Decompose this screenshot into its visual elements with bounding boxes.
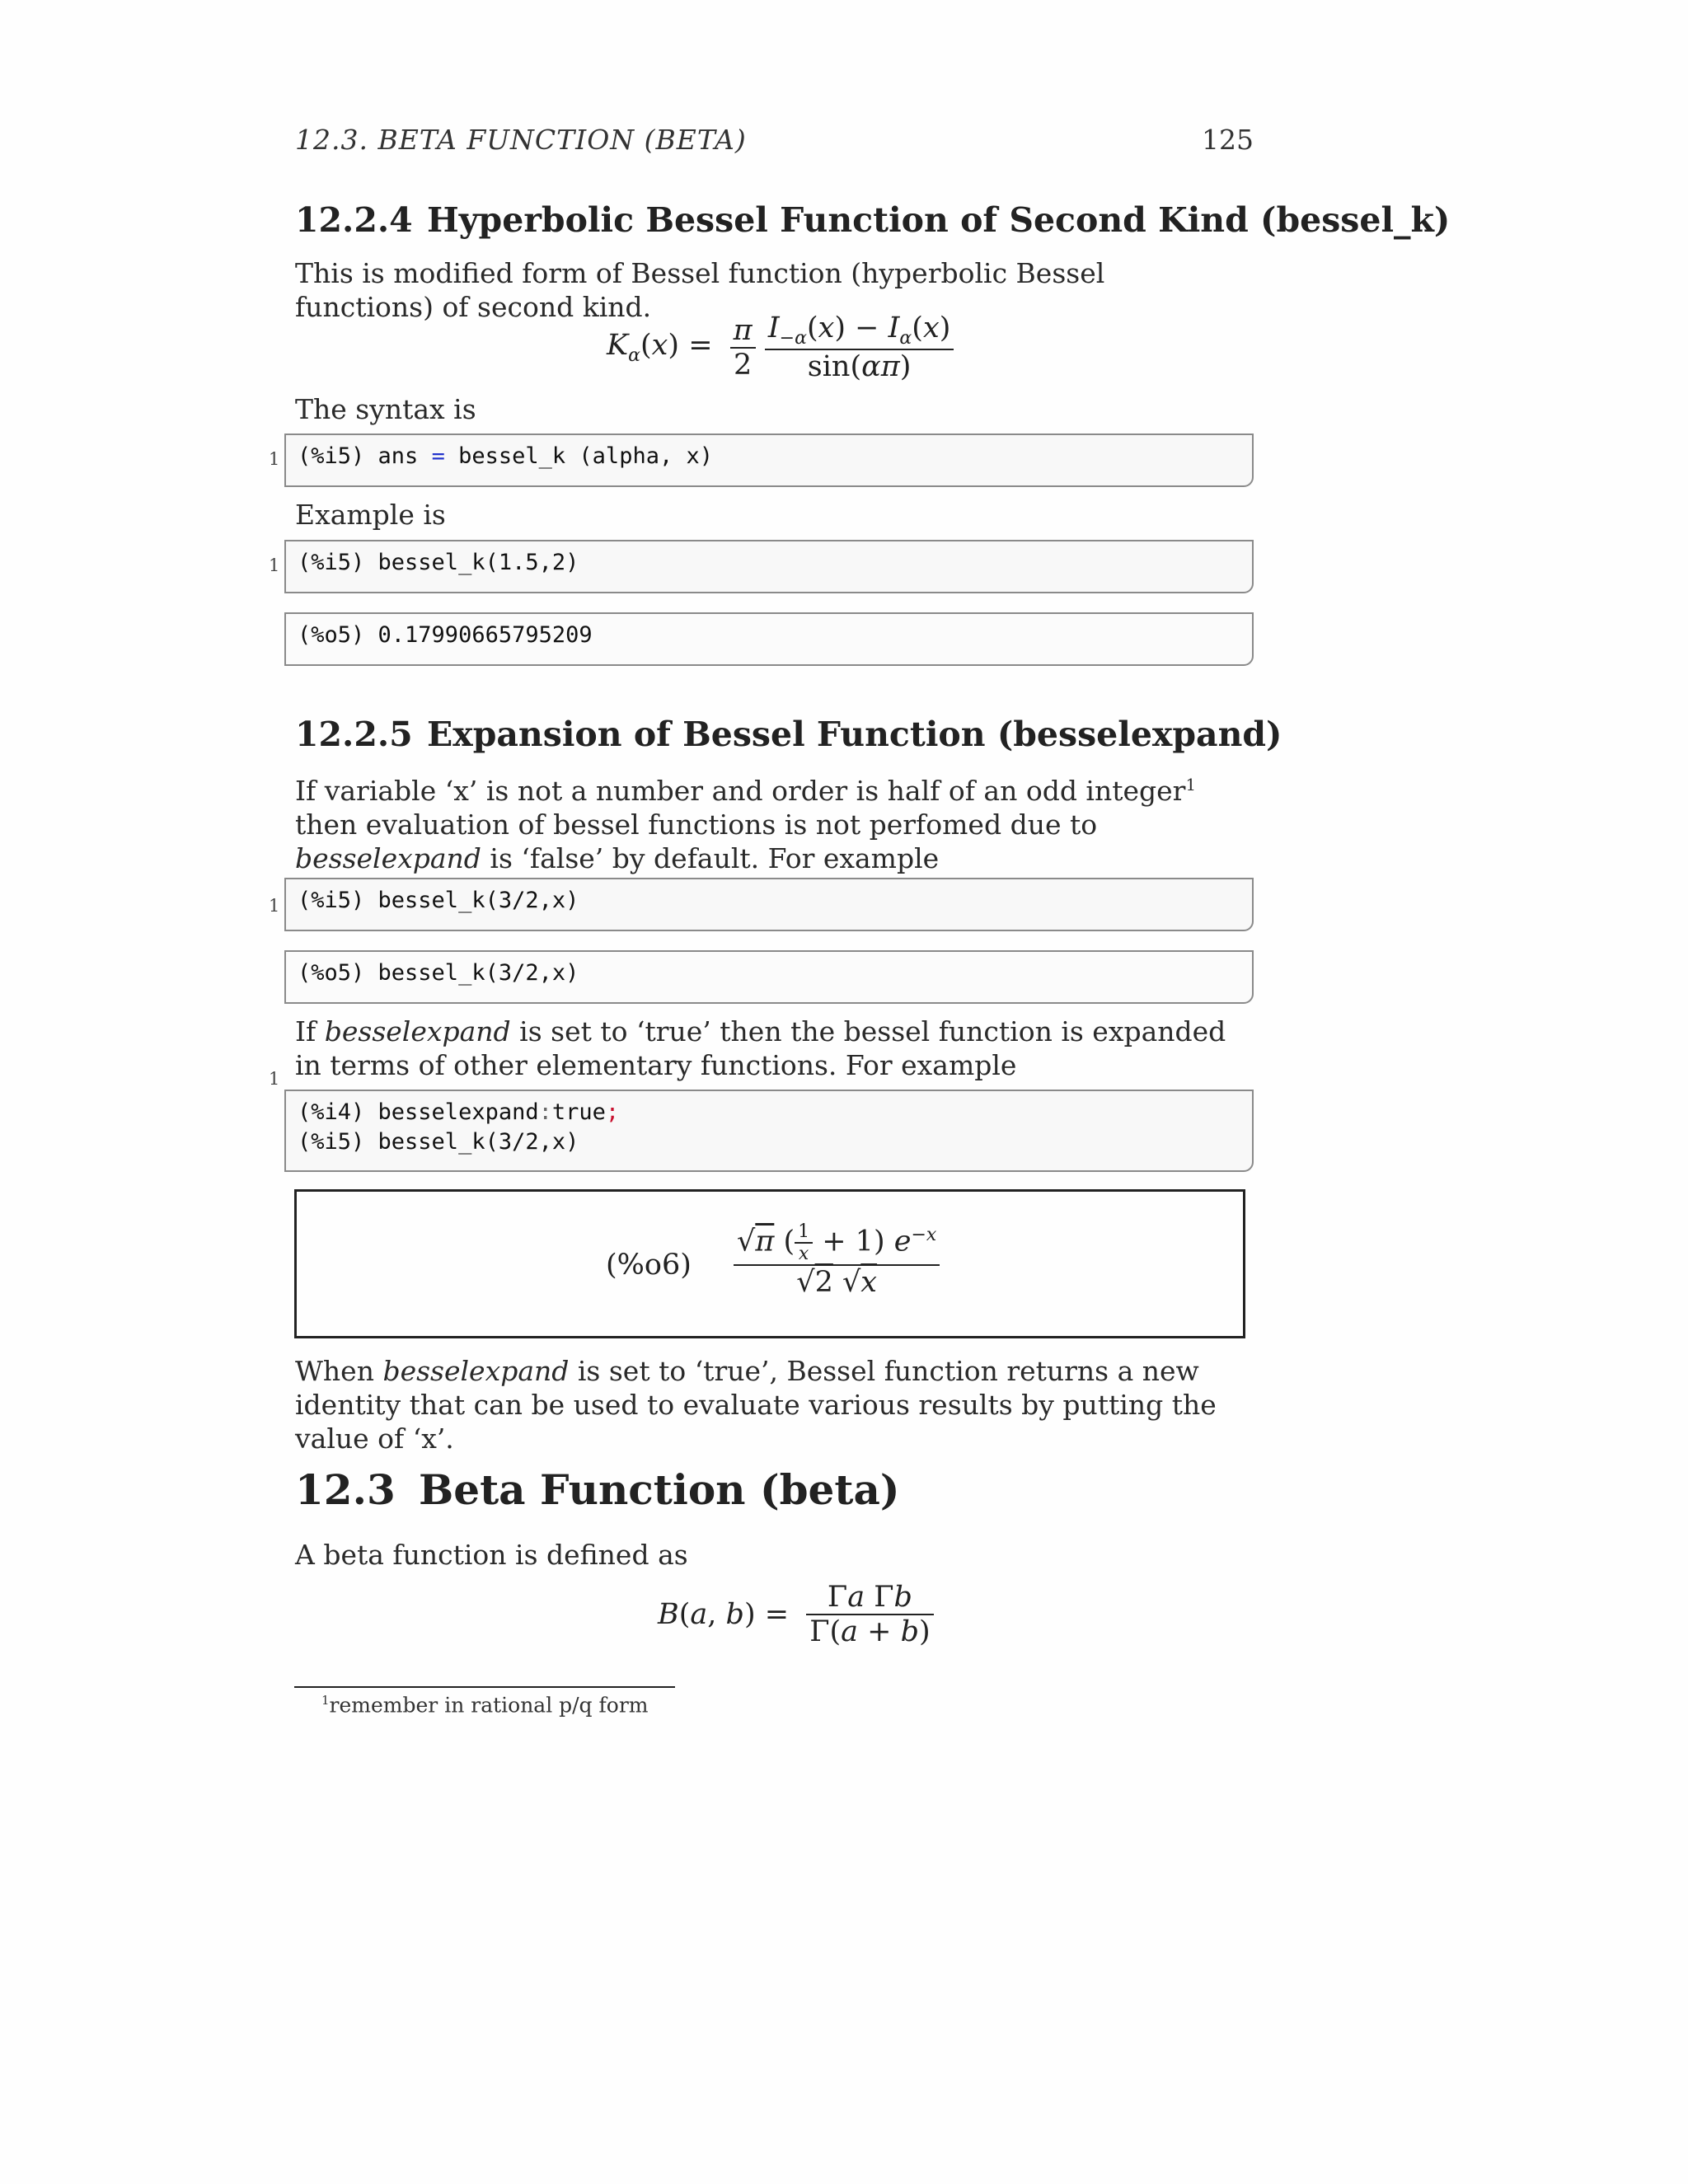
code-text: (%i4) besselexpand bbox=[298, 1099, 539, 1125]
text-run: If bbox=[295, 1015, 325, 1047]
line-number: 1 bbox=[269, 1069, 280, 1089]
section-number: 12.2.5 bbox=[295, 715, 413, 754]
text-run: When bbox=[295, 1355, 383, 1387]
syntax-label: The syntax is bbox=[295, 393, 476, 425]
code-lhs: ans bbox=[377, 443, 419, 469]
footnote-mark: 1 bbox=[321, 1693, 330, 1708]
footnote-rule bbox=[294, 1686, 675, 1688]
code-block-example-output[interactable] bbox=[284, 612, 1254, 666]
footnote-text: remember in rational p/q form bbox=[329, 1693, 649, 1718]
section-heading-12-3 bbox=[295, 1465, 900, 1514]
section-number: 12.3 bbox=[295, 1465, 396, 1514]
emphasis-text: besselexpand bbox=[324, 1015, 511, 1047]
page-number: 125 bbox=[1202, 124, 1254, 156]
beta-intro: A beta function is defined as bbox=[295, 1539, 688, 1571]
expanded-formula: √π ( $\frac{1}{x}$ + 1) $e^{-x}$ √2 √x bbox=[734, 1221, 940, 1299]
code-block-bessel-output[interactable] bbox=[284, 950, 1254, 1004]
section-title: Expansion of Bessel Function (besselexpand) bbox=[427, 715, 1282, 754]
example-label: Example is bbox=[295, 499, 446, 531]
text-run: then evaluation of bessel functions is not perfomed due to bbox=[295, 808, 1098, 841]
text-run: is set to ‘true’ then the bessel function is expanded in terms of other elementary functions. For example bbox=[295, 1015, 1226, 1081]
line-number: 1 bbox=[269, 449, 280, 469]
code-terminator: ; bbox=[605, 1099, 620, 1125]
paragraph-besselexpand-true bbox=[295, 1015, 1243, 1082]
code-block-besselexpand[interactable] bbox=[284, 1090, 1254, 1172]
beta-formula: B(a, b) = $\frac{\text{Γa Γb}}{\Gamma(a + b)}$ bbox=[658, 1581, 934, 1648]
running-header: 12.3. BETA FUNCTION (BETA) bbox=[295, 124, 747, 156]
line-number: 1 bbox=[269, 555, 280, 575]
code-prompt: (%i5) bbox=[298, 443, 365, 469]
code-block-syntax[interactable] bbox=[284, 434, 1254, 487]
code-line: (%o5) bessel_k(3/2,x) bbox=[298, 960, 579, 986]
code-block-bessel-input[interactable] bbox=[284, 878, 1254, 931]
footnote bbox=[321, 1693, 648, 1717]
paragraph-new-identity bbox=[295, 1354, 1243, 1455]
text-run: is ‘false’ by default. For example bbox=[481, 842, 940, 874]
section-number: 12.2.4 bbox=[295, 200, 413, 240]
code-text: true bbox=[551, 1099, 606, 1125]
emphasis-text: besselexpand bbox=[295, 842, 481, 874]
line-number: 1 bbox=[269, 896, 280, 916]
text-run: If variable ‘x’ is not a number and order is half of an odd integer bbox=[295, 775, 1186, 807]
code-line: (%i5) bessel_k(3/2,x) bbox=[298, 888, 579, 913]
section-title: Hyperbolic Bessel Function of Second Kind (bessel_k) bbox=[427, 200, 1451, 240]
footnote-marker[interactable]: 1 bbox=[1185, 776, 1197, 794]
code-operator: : bbox=[538, 1099, 552, 1125]
code-rhs: bessel_k (alpha, x) bbox=[458, 443, 713, 469]
code-line-2: (%i5) bessel_k(3/2,x) bbox=[298, 1129, 579, 1155]
section-heading-12-2-4 bbox=[295, 200, 1450, 240]
output-label: (%o6) bbox=[606, 1249, 692, 1282]
code-line: (%i5) bessel_k(1.5,2) bbox=[298, 550, 579, 575]
emphasis-text: besselexpand bbox=[382, 1355, 570, 1387]
code-line: (%o5) 0.17990665795209 bbox=[298, 622, 593, 648]
paragraph-besselexpand-default bbox=[295, 768, 1243, 875]
bessel-k-formula: $K_\alpha(x)$ = $\frac{\pi}{2}$ $\frac{I_{-\alpha}(x) - I_\alpha(x)}{\sin(\alpha\pi)}$ bbox=[607, 312, 954, 383]
intro-paragraph: This is modified form of Bessel function (hyperbolic Bessel functions) of second kind. bbox=[295, 257, 1105, 323]
code-line-1 bbox=[298, 1098, 1252, 1127]
code-operator: = bbox=[431, 443, 445, 469]
code-block-example-input[interactable] bbox=[284, 540, 1254, 593]
section-heading-12-2-5 bbox=[295, 715, 1282, 754]
text-run: is set to ‘true’, Bessel function returns a new identity that can be used to evaluate various results by putting the value of ‘x’. bbox=[295, 1355, 1217, 1455]
section-title: Beta Function (beta) bbox=[419, 1465, 900, 1514]
